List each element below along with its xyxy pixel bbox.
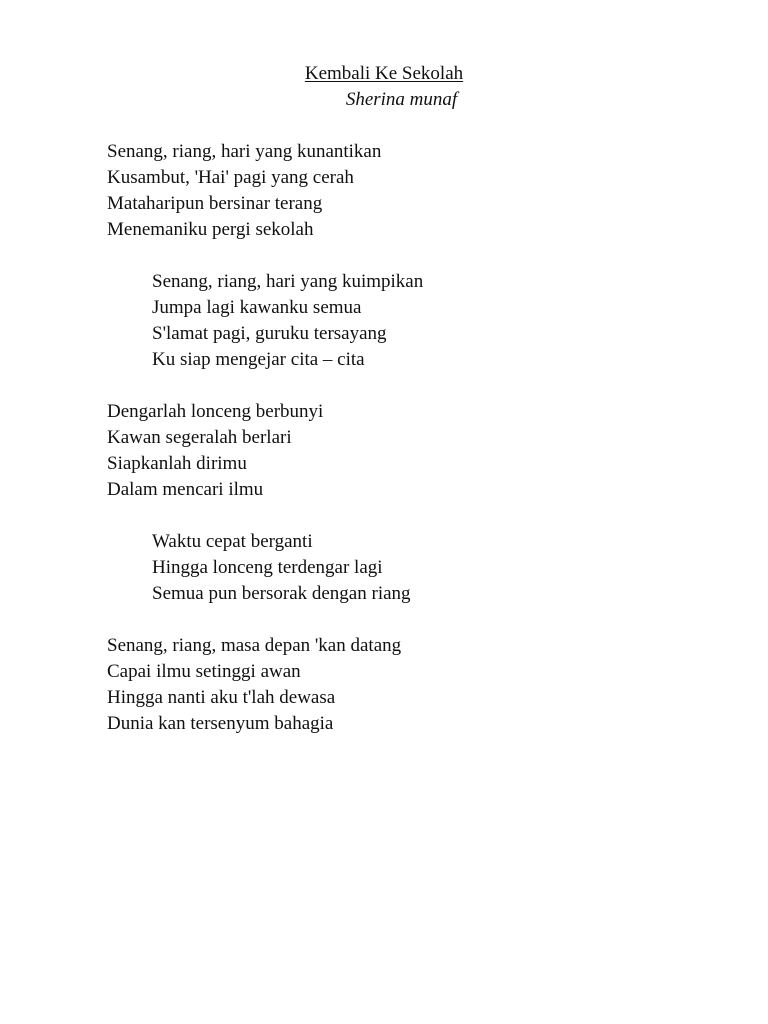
lyric-line: Dalam mencari ilmu bbox=[107, 479, 264, 500]
song-author: Sherina munaf bbox=[345, 89, 458, 110]
lyric-line: Siapkanlah dirimu bbox=[107, 453, 247, 474]
lyric-line: S'lamat pagi, guruku tersayang bbox=[152, 323, 387, 344]
lyric-line: Menemaniku pergi sekolah bbox=[107, 219, 314, 240]
lyric-line: Jumpa lagi kawanku semua bbox=[152, 297, 362, 318]
stanza-5 bbox=[107, 633, 401, 737]
stanza-2 bbox=[152, 269, 423, 373]
lyric-line: Hingga lonceng terdengar lagi bbox=[152, 557, 383, 578]
lyric-line: Mataharipun bersinar terang bbox=[107, 193, 323, 214]
lyric-line: Capai ilmu setinggi awan bbox=[107, 661, 301, 682]
lyric-line: Waktu cepat berganti bbox=[152, 531, 313, 552]
lyric-line: Ku siap mengejar cita – cita bbox=[152, 349, 365, 370]
lyric-line: Kusambut, 'Hai' pagi yang cerah bbox=[107, 167, 354, 188]
lyric-line: Senang, riang, hari yang kuimpikan bbox=[152, 271, 424, 292]
stanza-4 bbox=[152, 529, 411, 607]
stanza-1 bbox=[107, 139, 381, 243]
stanza-3 bbox=[107, 399, 323, 503]
lyric-line: Semua pun bersorak dengan riang bbox=[152, 583, 411, 604]
lyric-line: Senang, riang, hari yang kunantikan bbox=[107, 141, 382, 162]
song-title: Kembali Ke Sekolah bbox=[304, 63, 464, 84]
lyric-line: Hingga nanti aku t'lah dewasa bbox=[107, 687, 336, 708]
lyric-line: Dunia kan tersenyum bahagia bbox=[107, 713, 334, 734]
lyric-line: Senang, riang, masa depan 'kan datang bbox=[107, 635, 402, 656]
lyric-line: Dengarlah lonceng berbunyi bbox=[107, 401, 324, 422]
lyric-line: Kawan segeralah berlari bbox=[107, 427, 292, 448]
